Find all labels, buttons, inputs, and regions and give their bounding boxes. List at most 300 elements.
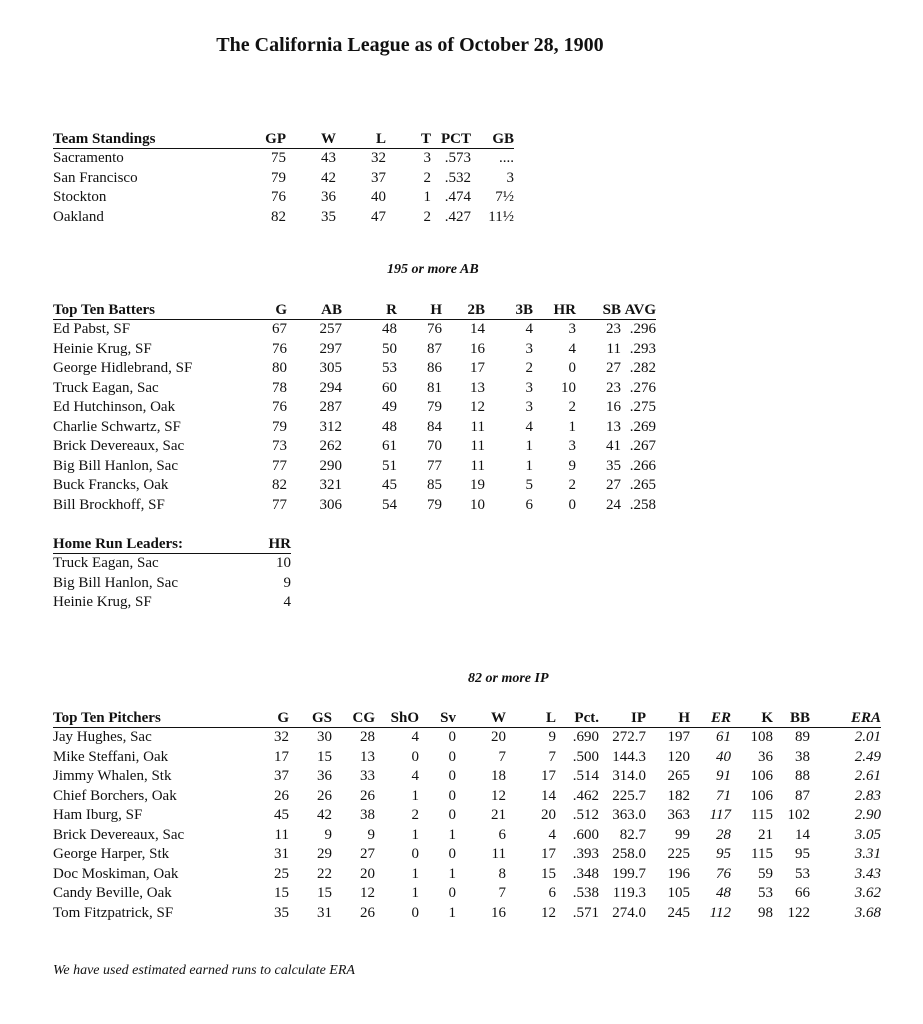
table-cell: 37 (274, 768, 289, 784)
table-cell: 35 (606, 457, 621, 474)
row-label: Chief Borchers, Oak (53, 787, 177, 804)
table-cell: 112 (709, 904, 731, 921)
table-cell: 9 (367, 826, 375, 843)
table-cell: 2.01 (854, 729, 881, 745)
table-cell: 20 (541, 807, 556, 823)
table-cell: 0 (411, 846, 419, 862)
table-cell: 287 (319, 399, 342, 415)
column-header: 3B (485, 299, 533, 320)
table-cell: 40 (716, 748, 731, 765)
column-header: SB (576, 299, 621, 320)
table-cell: 122 (787, 904, 810, 921)
table-cell: 8 (498, 865, 506, 882)
table-cell: 73 (272, 438, 287, 454)
table-cell: .276 (629, 379, 656, 396)
row-label: Truck Eagan, Sac (53, 555, 159, 571)
table-cell: 77 (427, 457, 442, 474)
table-cell: 363.0 (612, 807, 646, 823)
column-header: CG (332, 707, 375, 728)
table-cell: 4 (283, 594, 291, 610)
table-cell: 314.0 (612, 768, 646, 784)
table-cell: 11 (491, 846, 506, 862)
table-cell: .265 (629, 477, 656, 493)
row-label: Ed Hutchinson, Oak (53, 399, 176, 415)
table-cell: 0 (448, 748, 456, 765)
table-cell: 11½ (488, 208, 514, 225)
table-cell: 59 (758, 865, 773, 882)
table-cell: 11 (470, 457, 485, 474)
table-cell: 3.43 (854, 865, 881, 882)
table-cell: 294 (319, 379, 342, 396)
table-cell: 115 (751, 807, 773, 823)
table-cell: 274.0 (612, 904, 646, 921)
table-cell: 67 (272, 321, 287, 337)
column-header: Pct. (556, 707, 599, 728)
table-cell: 71 (716, 787, 731, 804)
column-header: Top Ten Batters (53, 299, 235, 320)
table-cell: 22 (317, 865, 332, 882)
column-header: HR (253, 533, 291, 554)
table-cell: 5 (525, 477, 533, 493)
header-row (53, 299, 656, 320)
table-cell: 30 (317, 729, 332, 745)
table-cell: 11 (470, 418, 485, 435)
table-cell: 77 (272, 457, 287, 474)
column-header: T (386, 128, 431, 149)
table-cell: 79 (272, 418, 287, 435)
table-cell: 12 (541, 904, 556, 921)
table-cell: 321 (319, 477, 342, 493)
table-cell: 3.68 (854, 904, 881, 921)
table-cell: 54 (382, 496, 397, 513)
column-header: ERA (810, 707, 881, 728)
table-cell: 3 (506, 169, 514, 186)
table-cell: 35 (274, 904, 289, 921)
table-cell: 14 (541, 787, 556, 804)
column-header: L (506, 707, 556, 728)
header-row (53, 707, 881, 728)
row-label: Oakland (53, 208, 104, 225)
table-cell: 2.61 (854, 768, 881, 784)
table-cell: .282 (629, 360, 656, 376)
table-cell: 79 (271, 169, 286, 186)
table-cell: 9 (548, 729, 556, 745)
column-header: ER (690, 707, 731, 728)
table-cell: .258 (629, 496, 656, 513)
table-cell: 6 (548, 885, 556, 901)
table-cell: 0 (448, 846, 456, 862)
table-cell: 13 (360, 748, 375, 765)
table-cell: 76 (427, 321, 442, 337)
column-header: L (336, 128, 386, 149)
table-cell: 1 (448, 826, 456, 843)
row-label: Truck Eagan, Sac (53, 379, 159, 396)
table-row (53, 904, 881, 924)
table-cell: 21 (758, 826, 773, 843)
table-cell: 1 (411, 826, 419, 843)
table-cell: 76 (271, 189, 286, 205)
table-cell: 17 (470, 360, 485, 376)
table-row (53, 320, 656, 340)
table-row (53, 359, 656, 379)
table-cell: .500 (572, 748, 599, 765)
table-cell: 48 (382, 418, 397, 435)
table-cell: 0 (411, 904, 419, 921)
table-cell: 0 (568, 360, 576, 376)
column-header: HR (533, 299, 576, 320)
table-cell: 27 (606, 360, 621, 376)
table-cell: .269 (629, 418, 656, 435)
table-cell: 17 (541, 846, 556, 862)
column-header: GS (289, 707, 332, 728)
table-cell: 108 (750, 729, 773, 745)
row-label: Heinie Krug, SF (53, 340, 152, 357)
batters-table (53, 299, 656, 515)
table-cell: 42 (317, 807, 332, 823)
column-header: GP (236, 128, 286, 149)
table-cell: 41 (606, 438, 621, 454)
table-cell: 225 (667, 846, 690, 862)
table-cell: 26 (360, 787, 375, 804)
table-cell: 272.7 (612, 729, 646, 745)
table-cell: 80 (272, 360, 287, 376)
table-cell: 37 (371, 169, 386, 186)
row-label: Charlie Schwartz, SF (53, 418, 181, 435)
table-row (53, 188, 514, 208)
column-header: AVG (621, 299, 656, 320)
table-cell: .600 (572, 826, 599, 843)
table-cell: 89 (795, 729, 810, 745)
table-cell: 18 (491, 768, 506, 784)
table-cell: 102 (787, 807, 810, 823)
table-cell: 19 (470, 477, 485, 493)
row-label: Doc Moskiman, Oak (53, 865, 179, 882)
table-cell: 76 (716, 865, 731, 882)
table-cell: 7 (548, 748, 556, 765)
table-cell: 0 (568, 496, 576, 513)
table-cell: 12 (491, 787, 506, 804)
table-cell: .293 (629, 340, 656, 357)
table-row (53, 379, 656, 399)
column-header: Sv (419, 707, 456, 728)
table-cell: 82 (271, 208, 286, 225)
table-cell: 120 (667, 748, 690, 765)
table-cell: 265 (667, 768, 690, 784)
table-cell: 36 (758, 748, 773, 765)
table-cell: 35 (321, 208, 336, 225)
table-row (53, 340, 656, 360)
column-header: W (286, 128, 336, 149)
table-row (53, 884, 881, 904)
table-cell: 0 (411, 748, 419, 765)
table-cell: .538 (572, 885, 599, 901)
table-cell: 20 (491, 729, 506, 745)
table-cell: 2 (411, 807, 419, 823)
table-cell: 1 (423, 189, 431, 205)
table-cell: .393 (572, 846, 599, 862)
table-cell: 262 (319, 438, 342, 454)
table-cell: 3 (525, 399, 533, 415)
table-cell: 305 (319, 360, 342, 376)
table-cell: 2.49 (854, 748, 881, 765)
table-cell: 82.7 (619, 826, 646, 843)
table-cell: 13 (606, 418, 621, 435)
row-label: Big Bill Hanlon, Sac (53, 574, 178, 591)
table-cell: 10 (470, 496, 485, 513)
table-cell: 1 (568, 418, 576, 435)
table-row (53, 437, 656, 457)
table-row (53, 806, 881, 826)
table-cell: 32 (274, 729, 289, 745)
table-cell: 13 (470, 379, 485, 396)
table-cell: 306 (319, 496, 342, 513)
table-cell: .266 (629, 457, 656, 474)
table-cell: 3 (525, 379, 533, 396)
table-row (53, 554, 291, 574)
table-cell: 12 (470, 399, 485, 415)
table-cell: 31 (274, 846, 289, 862)
table-cell: 0 (448, 885, 456, 901)
table-cell: .275 (629, 399, 656, 415)
table-cell: 75 (271, 150, 286, 166)
row-label: Brick Devereaux, Sac (53, 438, 185, 454)
table-cell: 38 (795, 748, 810, 765)
table-cell: 16 (491, 904, 506, 921)
row-label: Buck Francks, Oak (53, 477, 169, 493)
table-cell: 27 (606, 477, 621, 493)
table-cell: 245 (667, 904, 690, 921)
column-header: H (397, 299, 442, 320)
table-cell: 4 (411, 729, 419, 745)
hr-leaders-table (53, 533, 291, 613)
table-cell: 99 (675, 826, 690, 843)
table-cell: .512 (572, 807, 599, 823)
table-cell: 3 (568, 321, 576, 337)
table-cell: 48 (716, 885, 731, 901)
table-cell: .514 (572, 768, 599, 784)
table-cell: 7½ (495, 189, 514, 205)
table-cell: .532 (444, 169, 471, 186)
table-cell: .690 (572, 729, 599, 745)
table-row (53, 496, 656, 516)
column-header: BB (773, 707, 810, 728)
column-header: PCT (431, 128, 471, 149)
column-header: Top Ten Pitchers (53, 707, 248, 728)
table-cell: 4 (568, 340, 576, 357)
table-cell: 91 (716, 768, 731, 784)
pitchers-qualifier: 82 or more IP (468, 671, 549, 686)
table-row (53, 845, 881, 865)
table-row (53, 593, 291, 613)
table-cell: 79 (427, 496, 442, 513)
table-cell: 11 (606, 340, 621, 357)
table-cell: 6 (525, 496, 533, 513)
table-cell: 258.0 (612, 846, 646, 862)
column-header: Team Standings (53, 128, 236, 149)
table-cell: 61 (382, 438, 397, 454)
table-row (53, 787, 881, 807)
table-cell: 26 (274, 787, 289, 804)
table-cell: 0 (448, 768, 456, 784)
row-label: Bill Brockhoff, SF (53, 496, 165, 513)
row-label: Ham Iburg, SF (53, 807, 143, 823)
table-cell: 9 (324, 826, 332, 843)
table-cell: 9 (568, 457, 576, 474)
column-header: ShO (375, 707, 419, 728)
table-cell: 106 (750, 768, 773, 784)
row-label: George Hidlebrand, SF (53, 360, 193, 376)
table-cell: 0 (448, 729, 456, 745)
table-cell: 7 (498, 748, 506, 765)
table-cell: 28 (716, 826, 731, 843)
table-cell: 2 (423, 208, 431, 225)
table-cell: 29 (317, 846, 332, 862)
column-header: G (248, 707, 289, 728)
table-cell: .427 (444, 208, 471, 225)
table-cell: 27 (360, 846, 375, 862)
table-cell: .348 (572, 865, 599, 882)
table-cell: 53 (795, 865, 810, 882)
table-cell: 15 (317, 885, 332, 901)
table-cell: 76 (272, 340, 287, 357)
table-cell: 197 (667, 729, 690, 745)
row-label: George Harper, Stk (53, 846, 170, 862)
table-cell: 21 (491, 807, 506, 823)
table-cell: 3.31 (854, 846, 881, 862)
row-label: Big Bill Hanlon, Sac (53, 457, 178, 474)
table-row (53, 574, 291, 594)
row-label: Stockton (53, 189, 107, 205)
table-cell: 17 (274, 748, 289, 765)
column-header: AB (287, 299, 342, 320)
table-cell: 77 (272, 496, 287, 513)
table-cell: 2 (525, 360, 533, 376)
table-cell: 7 (498, 885, 506, 901)
table-cell: 2 (423, 169, 431, 186)
table-cell: 4 (525, 418, 533, 435)
table-row (53, 418, 656, 438)
header-row (53, 533, 291, 554)
page-title: The California League as of October 28, 1900 (216, 34, 604, 56)
row-label: Tom Fitzpatrick, SF (53, 904, 174, 921)
footnote: We have used estimated earned runs to calculate ERA (53, 963, 355, 978)
table-cell: 2.90 (854, 807, 881, 823)
table-cell: 23 (606, 379, 621, 396)
table-cell: 81 (427, 379, 442, 396)
table-cell: 16 (606, 399, 621, 415)
table-cell: 0 (448, 787, 456, 804)
table-row (53, 767, 881, 787)
table-cell: 53 (758, 885, 773, 901)
table-cell: .... (499, 150, 514, 166)
table-cell: 26 (360, 904, 375, 921)
table-cell: 9 (283, 574, 291, 591)
table-cell: 15 (317, 748, 332, 765)
row-label: Heinie Krug, SF (53, 594, 152, 610)
table-row (53, 208, 514, 228)
header-row (53, 128, 514, 149)
table-cell: 26 (317, 787, 332, 804)
table-cell: .474 (444, 189, 471, 205)
column-header: GB (471, 128, 514, 149)
table-cell: 4 (548, 826, 556, 843)
table-cell: .571 (572, 904, 599, 921)
table-cell: 15 (274, 885, 289, 901)
table-cell: 1 (448, 865, 456, 882)
table-cell: 1 (525, 457, 533, 474)
table-cell: 32 (371, 150, 386, 166)
table-cell: 45 (274, 807, 289, 823)
table-cell: 88 (795, 768, 810, 784)
table-cell: 144.3 (612, 748, 646, 765)
table-cell: 43 (321, 150, 336, 166)
table-cell: 182 (667, 787, 690, 804)
table-cell: 3.05 (854, 826, 881, 843)
table-cell: 86 (427, 360, 442, 376)
table-cell: 82 (272, 477, 287, 493)
pitchers-table (53, 707, 881, 923)
table-row (53, 728, 881, 748)
table-cell: 363 (667, 807, 690, 823)
table-cell: 14 (795, 826, 810, 843)
row-label: Mike Steffani, Oak (53, 748, 169, 765)
table-cell: 3.62 (854, 885, 881, 901)
table-cell: 199.7 (612, 865, 646, 882)
column-header: R (342, 299, 397, 320)
table-cell: 1 (411, 787, 419, 804)
row-label: Candy Beville, Oak (53, 885, 172, 901)
table-cell: 119.3 (612, 885, 646, 901)
table-cell: 98 (758, 904, 773, 921)
row-label: Jimmy Whalen, Stk (53, 768, 172, 784)
table-cell: 60 (382, 379, 397, 396)
table-cell: 24 (606, 496, 621, 513)
table-cell: 53 (382, 360, 397, 376)
column-header: Home Run Leaders: (53, 533, 253, 554)
table-cell: 38 (360, 807, 375, 823)
table-cell: 2.83 (854, 787, 881, 804)
table-cell: 40 (371, 189, 386, 205)
table-cell: 10 (276, 555, 291, 571)
table-cell: 17 (541, 768, 556, 784)
table-cell: 16 (470, 340, 485, 357)
table-row (53, 748, 881, 768)
table-cell: 3 (568, 438, 576, 454)
column-header: K (731, 707, 773, 728)
table-cell: 70 (427, 438, 442, 454)
column-header: 2B (442, 299, 485, 320)
table-cell: 257 (319, 321, 342, 337)
table-cell: 45 (382, 477, 397, 493)
table-cell: 25 (274, 865, 289, 882)
table-cell: 31 (317, 904, 332, 921)
table-row (53, 149, 514, 169)
table-row (53, 169, 514, 189)
table-row (53, 865, 881, 885)
table-cell: 76 (272, 399, 287, 415)
table-cell: 61 (716, 729, 731, 745)
table-cell: 36 (317, 768, 332, 784)
table-cell: 196 (667, 865, 690, 882)
table-cell: 4 (525, 321, 533, 337)
table-cell: 105 (667, 885, 690, 901)
table-cell: 87 (427, 340, 442, 357)
table-cell: 0 (448, 807, 456, 823)
standings-table (53, 128, 514, 227)
table-cell: 1 (448, 904, 456, 921)
table-cell: 78 (272, 379, 287, 396)
table-cell: 6 (498, 826, 506, 843)
